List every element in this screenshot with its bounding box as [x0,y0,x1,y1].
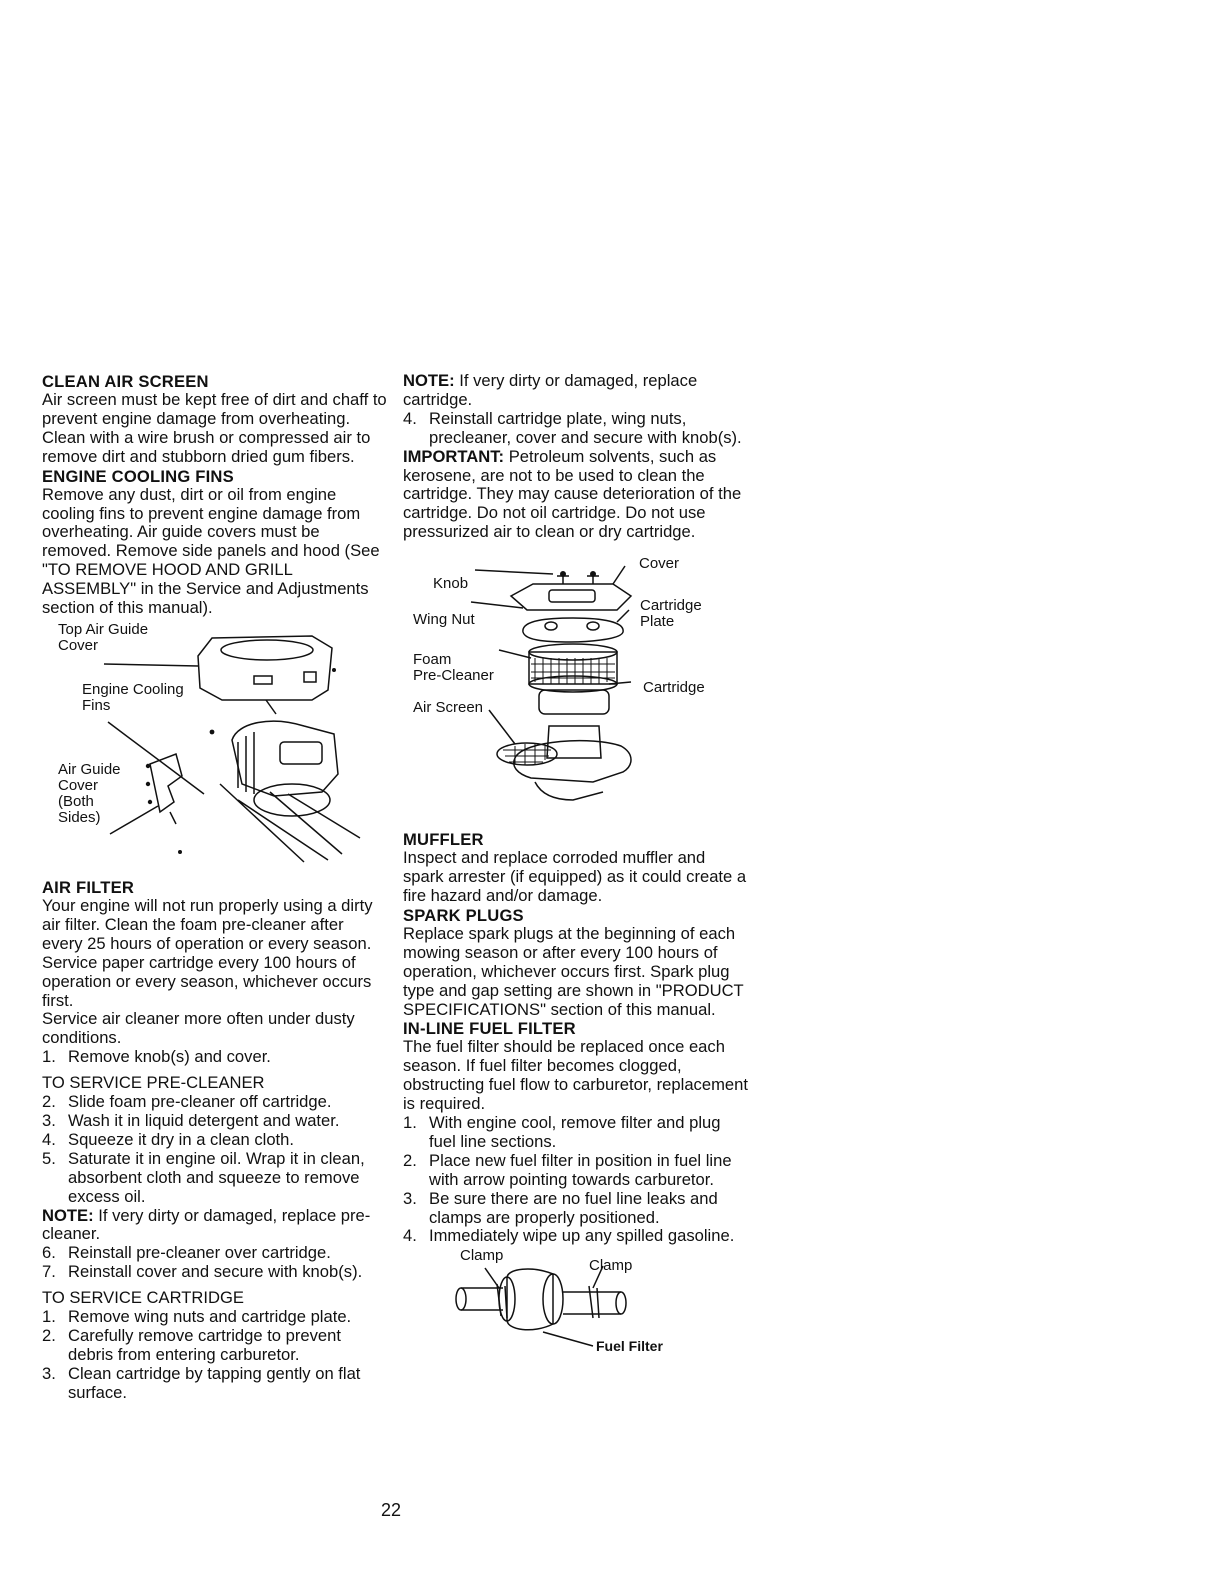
screen-mesh [503,744,551,765]
air-filter-heading: AIR FILTER [42,877,135,897]
list-item: 1. Remove wing nuts and cartridge plate. [42,1307,352,1327]
list-item: 4. Immediately wipe up any spilled gasoline. [403,1226,735,1246]
muffler-text: Inspect and replace corroded muffler and spark arrester (if equipped) as it could create a fire hazard and/or damage. [403,848,747,905]
fuel-filter-figure [403,1247,748,1356]
list-item: 4. Squeeze it dry in a clean cloth. [42,1129,294,1149]
label-air-guide-cover: Air Guide Cover (Both Sides) [58,760,121,826]
engine-cooling-fins-text: Remove any dust, dirt or oil from engine cooling fins to prevent engine damage from overheating. Air guide covers must be removed. Remove side panels and hood (See "TO REMOVE HOOD AND GRILL ASSEMBLY" in the Service and Adjustments section of this manual). [42,484,380,618]
foam-texture [531,658,615,684]
list-item: 1. With engine cool, remove filter and plug fuel line sections. [403,1113,721,1151]
label-clamp-left: Clamp [460,1247,504,1265]
spark-plugs-heading: SPARK PLUGS [403,905,524,925]
list-item: 5. Saturate it in engine oil. Wrap it in clean, absorbent cloth and squeeze to remove excess oil. [42,1148,365,1206]
label-air-screen: Air Screen [413,699,484,717]
right-column [403,372,748,1356]
list-item: 6. Reinstall pre-cleaner over cartridge. [42,1243,331,1263]
list-item: 3. Be sure there are no fuel line leaks and clamps are properly positioned. [403,1188,718,1227]
label-wing-nut: Wing Nut [413,611,475,629]
label-knob: Knob [433,575,469,593]
label-engine-cooling-fins: Engine Cooling Fins [82,680,184,714]
important-notice: IMPORTANT: Petroleum solvents, such as kerosene, are not to be used to clean the cartridge. They may cause deterioration of the cartridge. Do not oil cartridge. Do not use pressurized air to clean or dry cartridge. [403,446,742,542]
label-cartridge: Cartridge [643,679,705,697]
air-filter-text: Your engine will not run properly using a dirty air filter. Clean the foam pre-cleaner after every 25 hours of operation or every season. Service paper cartridge every 100 hours of operation or every season, whichever occurs first. [42,895,373,1010]
list-item: 1. Remove knob(s) and cover. [42,1047,271,1067]
service-cartridge-heading: TO SERVICE CARTRIDGE [42,1288,244,1308]
list-item: 3. Clean cartridge by tapping gently on flat surface. [42,1363,361,1402]
fuel-filter-text: The fuel filter should be replaced once each season. If fuel filter becomes clogged, obstructing fuel flow to carburetor, replacement is required. [403,1037,748,1114]
engine-cooling-figure [42,620,387,864]
cartridge-step-list [42,1308,387,1403]
cartridge-reinstall-list [403,410,748,448]
cartridge-note: NOTE: If very dirty or damaged, replace cartridge. [403,371,698,409]
label-clamp-right: Clamp [589,1257,633,1275]
list-item: 2. Slide foam pre-cleaner off cartridge. [42,1092,332,1112]
clean-air-screen-text: Air screen must be kept free of dirt and chaff to prevent engine damage from overheating. Clean with a wire brush or compressed air to remove dirt and stubborn dried gum fibers. [42,390,387,466]
spark-plugs-text: Replace spark plugs at the beginning of each mowing season or after every 100 hours of operation, whichever occurs first. Spark plug type and gap setting are shown in "PRODUCT SPECIFICATIONS" section of this manual. [403,923,744,1019]
muffler-heading: MUFFLER [403,830,484,850]
list-item: 2. Place new fuel filter in position in fuel line with arrow pointing towards carburetor. [403,1150,732,1189]
pre-cleaner-step-list [42,1093,387,1206]
pre-cleaner-note: NOTE: If very dirty or damaged, replace pre-cleaner. [42,1205,371,1244]
engine-cooling-fins-heading: ENGINE COOLING FINS [42,466,234,486]
fuel-filter-heading: IN-LINE FUEL FILTER [403,1019,576,1039]
fuel-filter-step-list [403,1114,748,1246]
air-filter-step-list [42,1048,387,1067]
fuel-filter-illustration [403,1256,748,1356]
service-pre-cleaner-heading: TO SERVICE PRE-CLEANER [42,1073,265,1093]
list-item: 3. Wash it in liquid detergent and water. [42,1111,340,1131]
pre-cleaner-reinstall-list [42,1244,387,1282]
list-item: 4. Reinstall cartridge plate, wing nuts, precleaner, cover and secure with knob(s). [403,408,742,447]
label-top-air-guide-cover: Top Air Guide Cover [58,620,149,654]
air-filter-dusty-text: Service air cleaner more often under dusty conditions. [42,1009,355,1048]
label-fuel-filter: Fuel Filter [596,1338,663,1355]
label-cover: Cover [639,555,680,573]
engine-illustration [42,620,387,864]
list-item: 7. Reinstall cover and secure with knob(s). [42,1262,363,1282]
page-number: 22 [381,1500,402,1520]
label-cartridge-plate: Cartridge Plate [640,597,702,631]
air-cleaner-figure [403,554,748,816]
list-item: 2. Carefully remove cartridge to prevent debris from entering carburetor. [42,1326,341,1364]
left-column [42,372,387,1403]
label-foam-pre-cleaner: Foam Pre-Cleaner [413,651,494,685]
clean-air-screen-heading: CLEAN AIR SCREEN [42,372,209,391]
